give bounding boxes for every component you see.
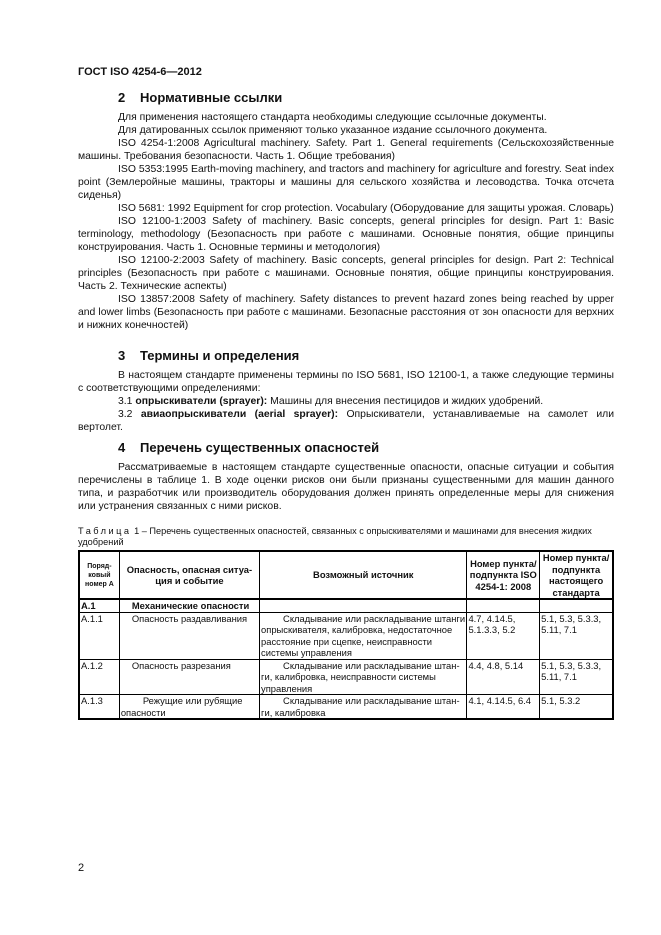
standard-clause: 5.1, 5.3.2 — [540, 695, 613, 720]
page-number: 2 — [78, 862, 85, 874]
hazard: Режущие или рубящие опасности — [119, 695, 259, 720]
source: Складывание или раскладывание штанги опрыскивателя, калибровка, недостаточное расстояние при сцепке, неисправности системы управления — [261, 612, 466, 658]
column-header: Порядковый номер А — [79, 551, 119, 599]
section-number: 2 — [118, 90, 126, 105]
hazards-table — [78, 550, 614, 720]
paragraph: Рассматриваемые в настоящем стандарте существенные опасности, опасные ситуации и события перечислены в таблице 1. В ходе оценки рисков они были признаны существенными для машин данного типа, и разработчик или производитель оборудования должен принять определенные меры для снижения или устранения связанных с ними рисков. — [78, 462, 614, 512]
source: Складывание или раскладывание штанги, калибровка, неисправности системы управления — [260, 659, 467, 695]
paragraph: В настоящем стандарте применены термины по ISO 5681, ISO 12100-1, а также следующие термины с соответствующими определениями: — [78, 370, 614, 394]
reference-item: ISO 12100-2:2003 Safety of machinery. Basic concepts, general principles for design. Part 2: Technical principles (Безопасность при работе с машинами. Основные понятия, общие принципы конструирования. Часть 2. Технические аспекты) — [78, 255, 614, 292]
reference-item: ISO 4254-1:2008 Agricultural machinery. Safety. Part 1. General requirements (Сельскохозяйственные машины. Требования безопасности. Часть 1. Общие требования) — [78, 138, 614, 162]
table-1 — [78, 526, 614, 720]
hazard: Опасность разрезания — [119, 659, 259, 695]
group-title: Механические опасности — [119, 599, 259, 612]
section-2 — [78, 90, 614, 332]
table-group-row — [79, 599, 613, 612]
iso-clause: 4.1, 4.14.5, 6.4 — [467, 695, 540, 720]
standard-clause: 5.1, 5.3, 5.3.3, 5.11, 7.1 — [540, 659, 613, 695]
section-4 — [78, 440, 614, 513]
iso-clause: 4.7, 4.14.5, 5.1.3.3, 5.2 — [467, 612, 540, 659]
definition: Опрыскиватели, устанавливаемые на самолет или вертолет. — [78, 409, 615, 433]
paragraph: Для применения настоящего стандарта необходимы следующие ссылочные документы. — [118, 112, 547, 123]
hazard: Опасность раздавливания — [119, 612, 259, 659]
running-head: ГОСТ ISO 4254-6—2012 — [78, 66, 202, 78]
caption-text: 1 – Перечень существенных опасностей, связанных с опрыскивателями и машинами для внесения жидких удобрений — [78, 526, 592, 547]
row-id: А.1.2 — [79, 659, 119, 695]
section-3 — [78, 348, 614, 434]
section-title: Перечень существенных опасностей — [140, 440, 380, 455]
section-title: Нормативные ссылки — [140, 90, 283, 105]
term: опрыскиватели (sprayer): — [135, 396, 268, 407]
reference-item: ISO 5681: 1992 Equipment for crop protection. Vocabulary (Оборудование для защиты урожая. Словарь) — [118, 203, 614, 214]
table-caption — [78, 526, 614, 548]
term: авиаопрыскиватели (aerial sprayer): — [140, 409, 339, 420]
section-heading — [78, 90, 614, 105]
column-header: Опасность, опасная ситуация и событие — [119, 551, 259, 599]
section-heading — [78, 348, 614, 363]
empty-cell — [467, 599, 540, 612]
reference-item: ISO 13857:2008 Safety of machinery. Safety distances to prevent hazard zones being reached by upper and lower limbs (Безопасность при работе с машинами. Безопасные расстояния от зон опасности для верхних и нижних конечностей) — [78, 294, 614, 331]
section-title: Термины и определения — [140, 348, 300, 363]
source: Складывание или раскладывание штанги, калибровка — [260, 695, 467, 720]
column-header: Номер пункта/ подпункта ISO 4254-1: 2008 — [467, 551, 540, 599]
column-header: Возможный источник — [260, 551, 467, 599]
section-number: 3 — [118, 348, 126, 363]
empty-cell — [540, 599, 613, 612]
term-definition — [78, 395, 614, 408]
caption-label: Таблица — [78, 526, 132, 536]
row-id: А.1.1 — [79, 612, 119, 659]
row-id: А.1.3 — [79, 695, 119, 720]
term-definition — [78, 408, 614, 434]
table-row — [79, 695, 613, 720]
table-row — [79, 612, 613, 659]
empty-cell — [260, 599, 467, 612]
term-number: 3.1 — [118, 396, 133, 407]
section-heading — [78, 440, 614, 455]
term-number: 3.2 — [118, 409, 133, 420]
reference-item: ISO 5353:1995 Earth-moving machinery, and tractors and machinery for agriculture and forestry. Seat index point (Землеройные машины, тракторы и машины для сельского хозяйства и лесоводства. Точка отсчета сиденья) — [78, 164, 614, 201]
table-header-row — [79, 551, 613, 599]
definition: Машины для внесения пестицидов и жидких удобрений. — [270, 396, 544, 407]
reference-item: ISO 12100-1:2003 Safety of machinery. Basic concepts, general principles for design. Part 1: Basic terminology, methodology (Безопасность при работе с машинами. Основные понятия, общие принципы конструирования. Часть 1. Основные термины и методология) — [78, 216, 614, 253]
section-number: 4 — [118, 440, 126, 455]
iso-clause: 4.4, 4.8, 5.14 — [467, 659, 540, 695]
group-id: А.1 — [79, 599, 119, 612]
paragraph: Для датированных ссылок применяют только указанное издание ссылочного документа. — [118, 125, 548, 136]
standard-clause: 5.1, 5.3, 5.3.3, 5.11, 7.1 — [540, 612, 613, 659]
table-row — [79, 659, 613, 695]
column-header: Номер пункта/ подпункта настоящего стандарта — [540, 551, 613, 599]
